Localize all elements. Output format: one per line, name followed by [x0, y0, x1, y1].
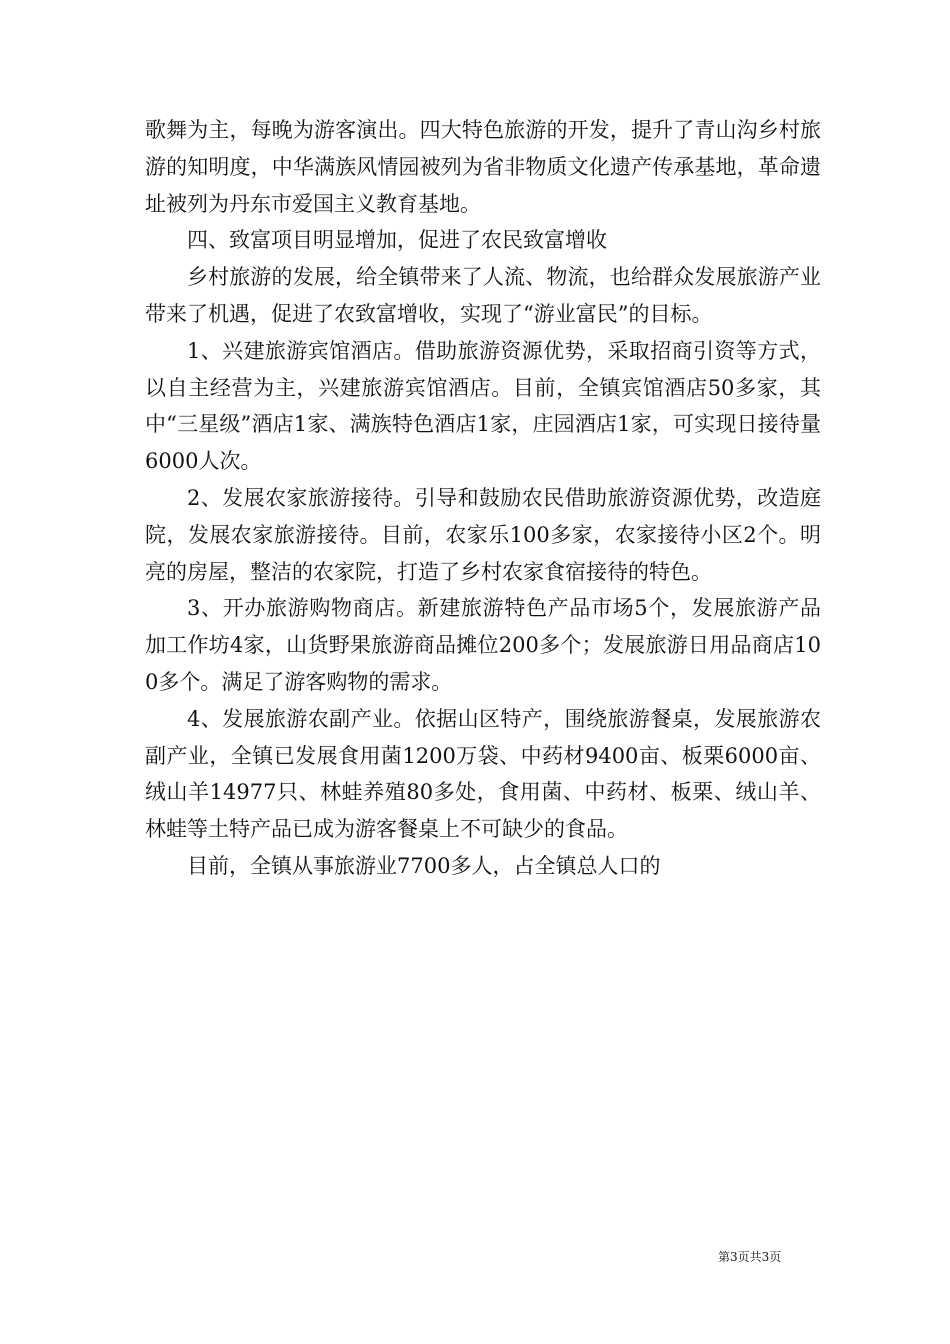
document-body	[145, 112, 821, 885]
paragraph-intro: 乡村旅游的发展，给全镇带来了人流、物流，也给群众发展旅游产业带来了机遇，促进了农致富增收，实现了“游业富民”的目标。	[145, 265, 821, 326]
paragraph-closing: 目前，全镇从事旅游业7700多人，占全镇总人口的	[187, 853, 661, 878]
paragraph-continuation: 歌舞为主，每晚为游客演出。四大特色旅游的开发，提升了青山沟乡村旅游的知明度，中华满族风情园被列为省非物质文化遗产传承基地，革命遗址被列为丹东市爱国主义教育基地。	[145, 118, 821, 216]
page-number: 第3页共3页	[718, 1250, 782, 1264]
paragraph-item-1: 1、兴建旅游宾馆酒店。借助旅游资源优势，采取招商引资等方式，以自主经营为主，兴建旅游宾馆酒店。目前，全镇宾馆酒店50多家，其中“三星级”酒店1家、满族特色酒店1家，庄园酒店1家，可实现日接待量6000人次。	[145, 338, 821, 474]
paragraph-item-4: 4、发展旅游农副产业。依据山区特产，围绕旅游餐桌，发展旅游农副产业，全镇已发展食用菌1200万袋、中药材9400亩、板栗6000亩、绒山羊14977只、林蛙养殖80多处，食用菌、中药材、板栗、绒山羊、林蛙等土特产品已成为游客餐桌上不可缺少的食品。	[145, 706, 821, 842]
paragraph-item-3: 3、开办旅游购物商店。新建旅游特色产品市场5个，发展旅游产品加工作坊4家，山货野果旅游商品摊位200多个；发展旅游日用品商店100多个。满足了游客购物的需求。	[145, 596, 821, 694]
section-heading: 四、致富项目明显增加，促进了农民致富增收	[187, 228, 607, 253]
paragraph-item-2: 2、发展农家旅游接待。引导和鼓励农民借助旅游资源优势，改造庭院，发展农家旅游接待。目前，农家乐100多家，农家接待小区2个。明亮的房屋，整洁的农家院，打造了乡村农家食宿接待的特色。	[145, 485, 821, 584]
